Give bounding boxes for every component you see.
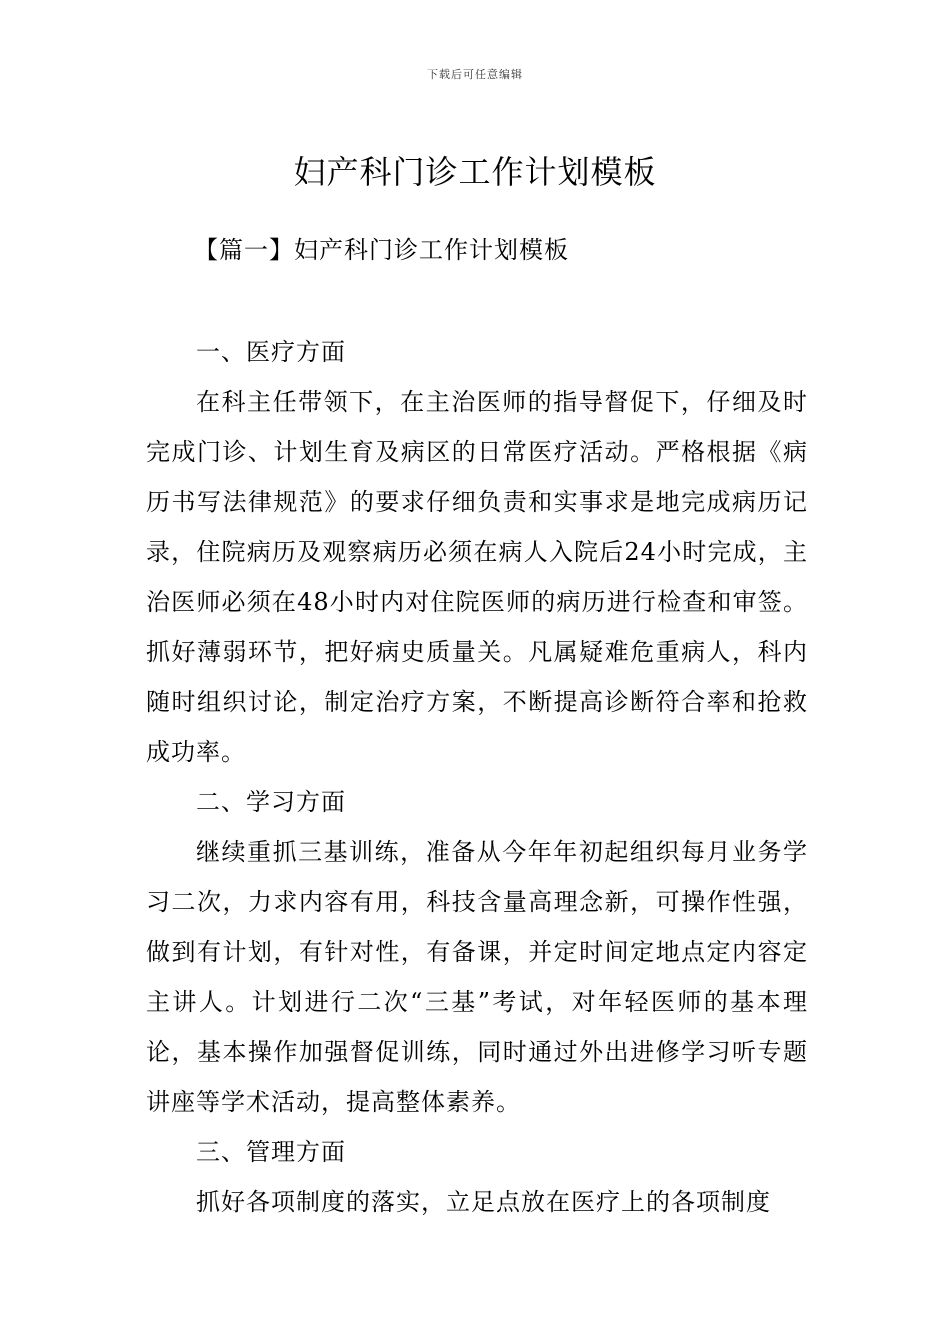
- paragraph-medical: 在科主任带领下，在主治医师的指导督促下，仔细及时完成门诊、计划生育及病区的日常医疗活动。严格根据《病历书写法律规范》的要求仔细负责和实事求是地完成病历记录，住院病历及观察病历必须在病人入院后24小时完成，主治医师必须在48小时内对住院医师的病历进行检查和审签。抓好薄弱环节，把好病史质量关。凡属疑难危重病人，科内随时组织讨论，制定治疗方案，不断提高诊断符合率和抢救成功率。: [146, 388, 808, 766]
- heading-study: 二、学习方面: [196, 788, 346, 816]
- header-note: 下载后可任意编辑: [427, 68, 523, 81]
- document-title: 妇产科门诊工作计划模板: [293, 153, 657, 192]
- paragraph-study: 继续重抓三基训练，准备从今年年初起组织每月业务学习二次，力求内容有用，科技含量高理念新，可操作性强，做到有计划，有针对性，有备课，并定时间定地点定内容定主讲人。计划进行二次“三基”考试，对年轻医师的基本理论，基本操作加强督促训练，同时通过外出进修学习听专题讲座等学术活动，提高整体素养。: [146, 838, 808, 1116]
- document-body: [146, 327, 808, 1227]
- paragraph-management: 抓好各项制度的落实，立足点放在医疗上的各项制度: [196, 1188, 771, 1216]
- section-heading: 【篇一】妇产科门诊工作计划模板: [194, 236, 569, 264]
- heading-management: 三、管理方面: [196, 1138, 346, 1166]
- heading-medical: 一、医疗方面: [196, 338, 346, 366]
